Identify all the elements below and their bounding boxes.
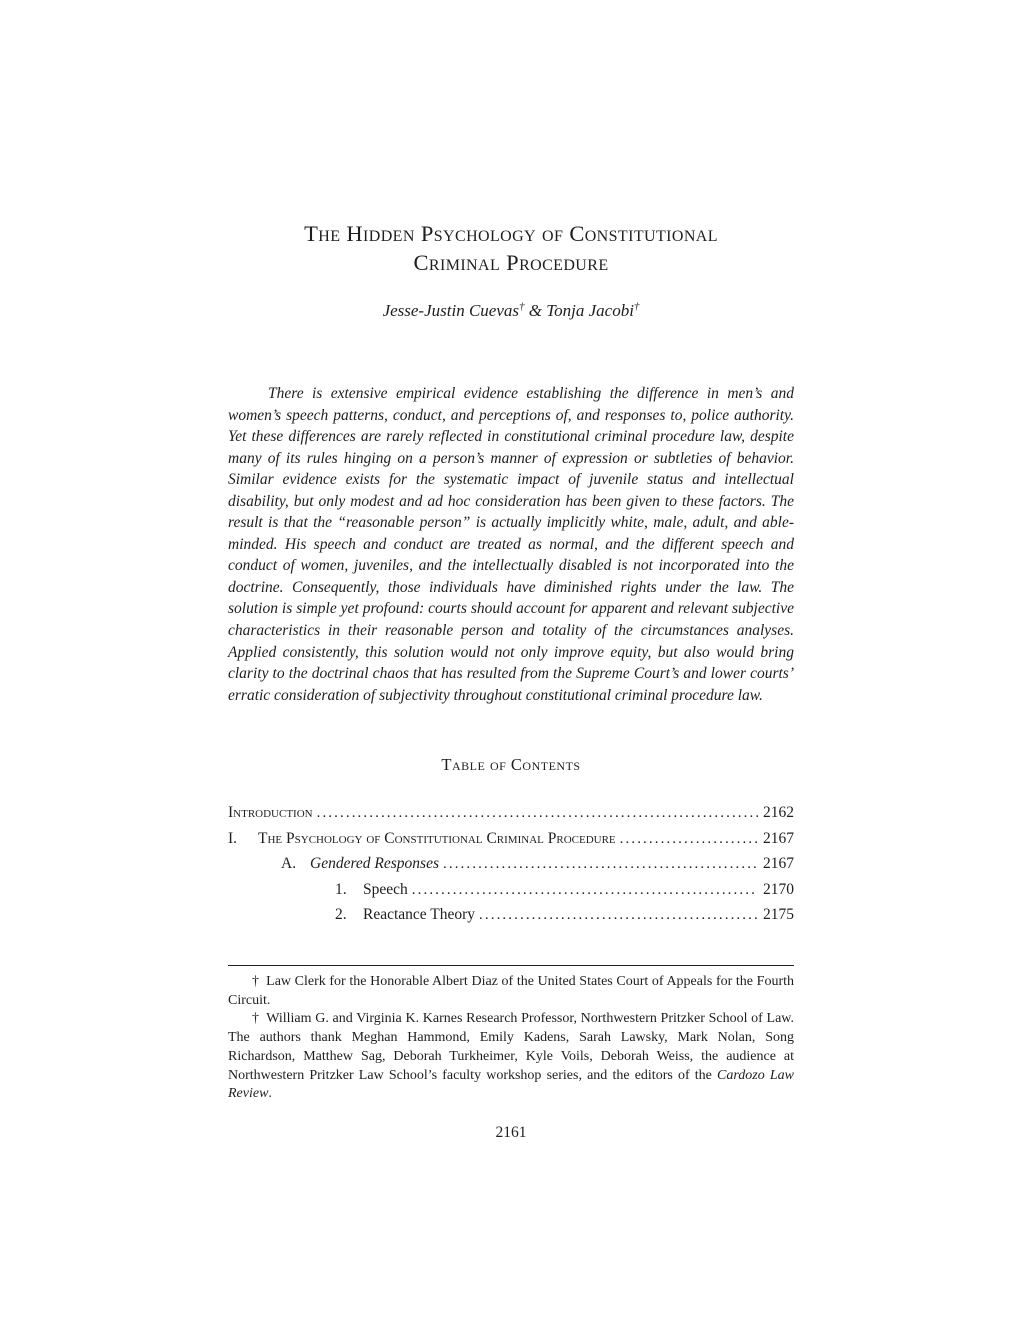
abstract [228, 383, 794, 706]
dagger-symbol: † [252, 974, 260, 989]
dot-leader [412, 882, 758, 899]
page-number: 2161 [495, 1124, 527, 1141]
toc-entry-item-2 [228, 906, 794, 932]
toc-entry-number: A. [281, 855, 297, 872]
author-1: Jesse-Justin Cuevas [382, 301, 519, 320]
toc-entry-number: 2. [335, 906, 347, 923]
abstract-paragraph: There is extensive empirical evidence establishing the difference in men’s and women’s speech patterns, conduct, and perceptions of, and responses to, police authority. Yet these differences are rarely reflected in constitutional criminal procedure law, despite many of its rules hinging on a person’s manner of expression or subtleties of behavior. Similar evidence exists for the systematic impact of juvenile status and intellectual disability, but only modest and ad hoc consideration has been given to these factors. The result is that the “reasonable person” is actually implicitly white, male, adult, and able-minded. His speech and conduct are treated as normal, and the different speech and conduct of women, juveniles, and the intellectually disabled is not incorporated into the doctrine. Consequently, those individuals have diminished rights under the law. The solution is simple yet profound: courts should account for apparent and relevant subjective characteristics in their reasonable person and totality of the circumstances analyses. Applied consistently, this solution would not only improve equity, but also would bring clarity to the doctrinal chaos that has resulted from the Supreme Court’s and lower courts’ erratic consideration of subjectivity throughout constitutional criminal procedure law. [228, 385, 794, 704]
title-line-2: Criminal Procedure [413, 250, 609, 275]
footnote-2 [228, 1010, 794, 1104]
toc-entry-page: 2170 [763, 880, 794, 898]
authors-line [228, 301, 794, 321]
toc-entry-number: I. [228, 829, 238, 847]
dot-leader [620, 831, 758, 848]
footnote-2-period: . [268, 1086, 272, 1102]
article-title [228, 219, 794, 277]
dagger-symbol: † [519, 300, 525, 313]
author-joiner: & [528, 301, 542, 320]
footnote-1 [228, 973, 794, 1010]
dot-leader [479, 907, 758, 924]
toc-entry-number: 1. [335, 880, 347, 898]
toc-entry-label: Reactance Theory [363, 906, 476, 923]
toc-heading: Table of Contents [441, 755, 581, 774]
footnotes [228, 973, 794, 1104]
dot-leader [317, 805, 758, 822]
dot-leader [443, 856, 758, 873]
toc-entry-label: Gendered Responses [310, 855, 439, 872]
toc-entry-page: 2167 [763, 855, 794, 872]
table-of-contents [228, 804, 794, 932]
dagger-symbol: † [252, 1011, 260, 1027]
footnote-separator [228, 965, 794, 966]
toc-entry-section-a [228, 855, 794, 881]
toc-entry-introduction [228, 804, 794, 830]
toc-entry-page: 2162 [763, 804, 794, 821]
toc-entry-label: Speech [363, 880, 408, 898]
dagger-symbol: † [633, 300, 640, 313]
toc-entry-label: Introduction [228, 804, 313, 821]
toc-entry-page: 2167 [763, 829, 794, 847]
toc-entry-item-1 [228, 881, 794, 907]
footnote-2-text: William G. and Virginia K. Karnes Research Professor, Northwestern Pritzker School of Law. The authors thank Meghan Hammond, Emily Kadens, Sarah Lawsky, Mark Nolan, Song Richardson, Matthew Sag, Deborah Turkheimer, Kyle Voils, Deborah Weiss, the audience at Northwestern Pritzker Law School’s faculty workshop series, and the editors of the [228, 1011, 794, 1083]
author-2: Tonja Jacobi [546, 301, 634, 320]
toc-entry-part-i [228, 830, 794, 856]
footnote-1-text: Law Clerk for the Honorable Albert Diaz of the United States Court of Appeals for the Fourth Circuit. [228, 974, 794, 1008]
toc-entry-page: 2175 [763, 906, 794, 923]
title-line-1: The Hidden Psychology of Constitutional [304, 221, 718, 246]
toc-entry-label: The Psychology of Constitutional Criminal Procedure [258, 829, 616, 847]
footnote-2-journal-name: Cardozo Law Review [228, 1067, 794, 1102]
